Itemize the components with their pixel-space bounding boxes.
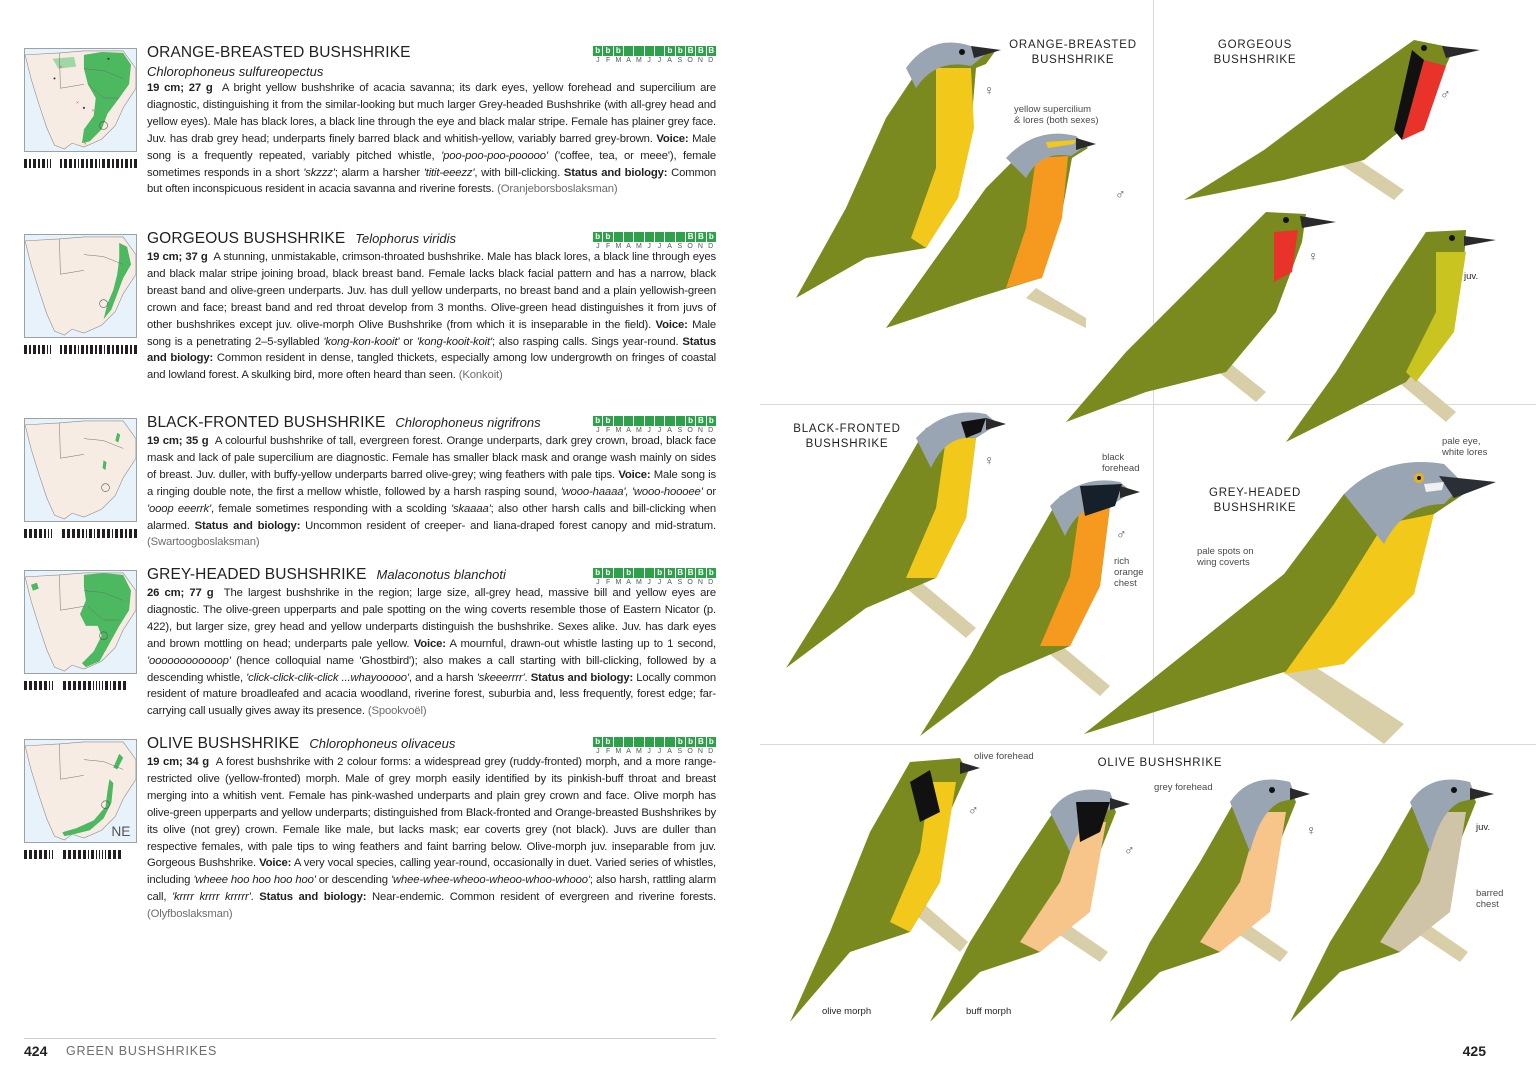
breeding-calendar: b b b b b B B B b J F M A M J J A S O N D [593,568,716,587]
species-header [147,566,716,585]
svg-text:×: × [76,100,79,106]
breeding-calendar [593,46,716,65]
running-head: GREEN BUSHSHRIKES [66,1044,218,1058]
footer-rule [24,1038,716,1039]
species-header [147,735,716,754]
bird-orange-breasted-male [876,128,1096,338]
breeding-calendar: b b B B b J F M A M J J A S O N D [593,232,716,251]
afrikaans-name: (Konkoit) [458,369,503,382]
month-labels: J F M A M J J A S O N D [596,57,714,64]
species-header [147,230,716,249]
plate-divider [760,744,1536,745]
bird-olive-juvenile [1290,772,1500,1022]
plate-title-gorgeous: GORGEOUS BUSHSHRIKE [1213,39,1297,66]
page-number-right: 425 [1462,1043,1486,1059]
barcode [24,345,137,354]
barcode [24,529,137,538]
note-pale-spots: pale spots on wing coverts [1197,546,1254,568]
juvenile-label: juv. [1476,822,1491,833]
plate-title-orange-breasted: ORANGE-BREASTED BUSHSHRIKE [1009,39,1137,66]
species-description: 26 cm; 77 g The largest bushshrike in the region; large size, all-grey head, massive bill and yellow eyes are diagnostic. The olive-green upperparts and pale spotting on the wing coverts resemble those of Eastern Nicator (p. 422), but larger size, grey head and yellow underparts distinguish the bushshrike. Sexes alike. Juv. has dark eyes and brown mottling on head; underparts pale yellow. Voice: A mournful, drawn-out whistle lasting up to 1 second, 'oooooooooooop' (hence colloquial name 'Ghostbird'); also makes a call starting with bill-clicking, followed by a descending whistle, 'click-click-clik-click ...whayooooo', and a harsh 'skeeerrrr'. Status and biology: Locally common resident of mature broadleafed and acacia woodland, riverine forest, suburbia and, less frequently, forest edge; far-carrying call usually gives away its presence. (Spookvoël) [147,587,717,718]
species-description: 19 cm; 34 g A forest bushshrike with 2 colour forms: a widespread grey (ruddy-fronted) morph, and a more range-restricted olive (yellow-fronted) morph. Male of grey morph easily identified by its pinkish-buff throat and breast merging into a whitish vent. Female has pink-washed underparts and plain grey crown and face. Olive morph has olive-green upperparts and yellow underparts; distinguished from Black-fronted and Orange-breasted Bushshrikes by its olive (not grey) crown. Female like male, but lacks mask; ear coverts grey (not black). Juvs are duller than respective females, with pale tips to wing feathers and faint barring below. Olive-morph juv. inseparable from juv. Gorgeous Bushshrike. Voice: A very vocal species, calling year-round, occasionally in duet. Varied series of whistles, including 'wheee hoo hoo hoo hoo' or descending 'whee-whee-wheoo-wheoo-whoo-whooo'; also harsh, rattling alarm call, 'krrrr krrrr krrrrr'. Status and biology: Near-endemic. Common resident of evergreen and riverine forests. (Olyfboslaksman) [147,756,716,921]
range-map-svg [25,49,136,151]
plate-title-black-fronted: BLACK-FRONTED BUSHSHRIKE [793,423,901,450]
species-description: 19 cm; 37 g A stunning, unmistakable, crimson-throated bushshrike. Male has black lores, a black line through eyes and black malar stripe joining broad, black breast band. Female lacks black facial pattern and has a narrow, black breast band and olive-green underparts. Juv. has dull yellow underparts, no breast band and a plain yellowish-green crown and face; breast band and red throat develop from 3 months. Olive-green head distinguishes it from juvs of other bushshrikes except juv. olive-morph Olive Bushshrike (from which it is inseparable in the field). Voice: Male song is a penetrating 2–5-syllabled 'kong-kon-kooit' or 'kong-kooit-koit'; also rasping calls. Sings year-round. Status and biology: Common resident in dense, tangled thickets, especially among low undergrowth on fringes of coastal and lowland forest. A skulking bird, more often heard than seen. (Konkoit) [147,251,717,382]
scientific-name: Chlorophoneus olivaceus [309,736,456,751]
afrikaans-name: (Olyfboslaksman) [147,908,233,921]
female-symbol: ♀ [984,452,995,468]
svg-text:×: × [59,65,63,71]
male-symbol: ♂ [1115,186,1126,202]
female-symbol: ♀ [984,82,995,98]
barcode [24,159,137,168]
bird-gorgeous-juvenile [1286,222,1496,442]
page-number-left: 424 [24,1043,48,1059]
label-olive-morph: olive morph [822,1006,872,1017]
juvenile-label: juv. [1464,271,1479,282]
plate-title-grey-headed: GREY-HEADED BUSHSHRIKE [1208,487,1302,514]
scientific-name: Chlorophoneus sulfureopectus [147,64,324,79]
note-rich-orange-chest: rich orange chest [1114,556,1144,589]
common-name: OLIVE BUSHSHRIKE [147,735,300,752]
common-name: ORANGE-BREASTED BUSHSHRIKE [147,44,411,61]
note-pale-eye: pale eye, white lores [1442,436,1488,458]
note-barred-chest: barred chest [1476,888,1504,910]
note-grey-forehead: grey forehead [1154,782,1213,793]
plate-title-olive: OLIVE BUSHSHRIKE [1097,757,1223,769]
species-description: 19 cm; 27 g A bright yellow bushshrike of acacia savanna; its dark eyes, yellow forehead and supercilium are diagnostic, distinguishing it from the similar-looking but much larger Grey-headed Bushshrike (with all-grey head and yellow eyes). Male has black lores, a black line through the eye and black malar stripe. Female has plainer grey face. Juv. has drab grey head; underparts finely barred black and whitish-yellow, variably barred grey-brown. Voice: Male song is a frequently repeated, variably pitched whistle, 'poo-poo-poo-pooooo' ('coffee, tea, or meee'), female sometimes responds in a short 'skzzz'; alarm a harsher 'titit-eeezz', with bill-clicking. Status and biology: Common but often inconspicuous resident in acacia savanna and riverine forests. (Oranjeborsboslaksman) [147,82,717,196]
male-symbol: ♂ [1124,842,1135,858]
common-name: GORGEOUS BUSHSHRIKE [147,230,346,247]
scientific-name: Chlorophoneus nigrifrons [395,415,541,430]
note-black-forehead: black forehead [1102,452,1140,474]
bird-grey-headed [1084,454,1496,744]
right-page-plate [760,0,1536,1090]
breeding-calendar: b b b B b J F M A M J J A S O N D [593,416,716,435]
species-header [147,414,716,433]
left-page [0,0,760,1090]
common-name: GREY-HEADED BUSHSHRIKE [147,566,367,583]
barcode [24,681,137,690]
svg-text:×: × [91,108,95,114]
svg-text:NE: NE [111,824,131,840]
bird-olive-buff-morph-female [1110,772,1310,1022]
svg-text:×: × [83,142,87,148]
common-name: BLACK-FRONTED BUSHSHRIKE [147,414,386,431]
bird-olive-buff-morph-male [930,782,1130,1022]
male-symbol: ♂ [1116,526,1127,542]
size-weight: 19 cm; 27 g [147,82,213,94]
female-symbol: ♀ [1308,248,1319,264]
range-map [24,418,137,522]
female-symbol: ♀ [1306,822,1317,838]
breeding-cells: b b b b b B B B [593,46,716,56]
scientific-name: Telophorus viridis [355,231,456,246]
range-map [24,570,137,674]
scientific-name: Malaconotus blanchoti [376,567,506,582]
label-buff-morph: buff morph [966,1006,1012,1017]
breeding-calendar: b b b b B b J F M A M J J A S O N D [593,737,716,756]
afrikaans-name: (Spookvoël) [367,705,427,718]
range-map [24,234,137,338]
species-header [147,44,716,63]
afrikaans-name: (Oranjeborsboslaksman) [497,183,618,196]
afrikaans-name: (Swartoogboslaksman) [147,536,260,549]
note-yellow-supercilium: yellow supercilium & lores (both sexes) [1014,104,1099,126]
bird-gorgeous-male [1184,30,1484,210]
note-olive-forehead: olive forehead [974,751,1034,762]
range-map [24,739,137,843]
species-description: 19 cm; 35 g A colourful bushshrike of tall, evergreen forest. Orange underparts, dark grey crown, broad, black face mask and lack of pale supercilium are diagnostic. Female has smaller black mask and orange wash mainly on sides of breast. Juv. duller, with buffy-yellow underparts barred olive-grey; wing feathers with pale tips. Voice: Male song is a ringing double note, the first a mellow whistle, followed by a harsh rasping sound, 'wooo-haaaa', 'wooo-hoooee' or 'ooop eeerrk', female sometimes responding with a scolding 'skaaaa'; also other harsh calls and bill-clicking when alarmed. Status and biology: Uncommon resident of creeper- and liana-draped forest canopy and mid-stratum. (Swartoogboslaksman) [147,435,717,549]
barcode [24,850,137,859]
male-symbol: ♂ [1440,86,1451,102]
range-map [24,48,137,152]
male-symbol: ♂ [968,802,979,818]
